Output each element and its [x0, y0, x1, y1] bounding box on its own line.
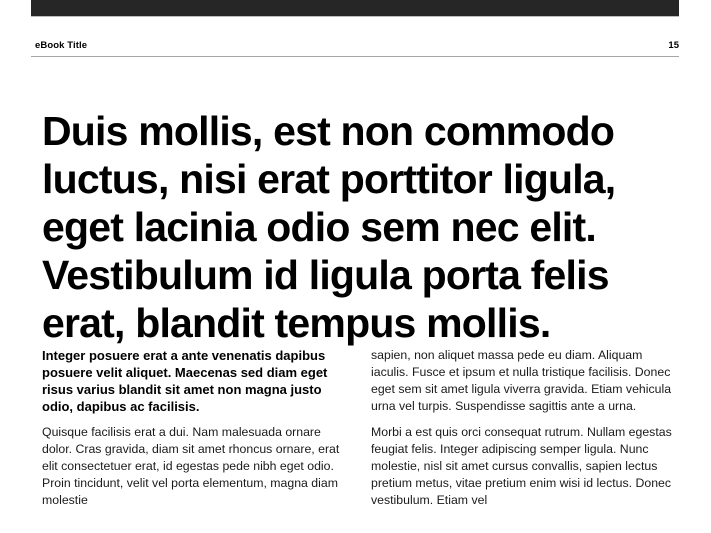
headline-line: eget lacinia odio sem nec elit.	[42, 204, 596, 251]
headline-line: Vestibulum id ligula porta felis	[42, 252, 609, 299]
top-accent-bar	[31, 0, 679, 17]
right-column	[371, 347, 672, 509]
headline-line: luctus, nisi erat porttitor ligula,	[42, 156, 616, 203]
left-column	[42, 347, 343, 509]
body-paragraph: sapien, non aliquet massa pede eu diam. Aliquam iaculis. Fusce et ipsum et nulla tristique facilisis. Donec eget sem sit amet ligula viverra gravida. Etiam vehicula urna vel turpis. Suspendisse sagittis ante a urna.	[371, 348, 672, 413]
body-columns	[42, 347, 672, 509]
headline-line: erat, blandit tempus mollis.	[42, 300, 551, 347]
page-headline	[42, 107, 679, 347]
headline-line: Duis mollis, est non commodo	[42, 108, 615, 155]
page-number: 15	[668, 40, 679, 51]
body-paragraph: Morbi a est quis orci consequat rutrum. Nullam egestas feugiat felis. Integer adipiscing semper ligula. Nunc molestie, nisl sit amet cursus convallis, sapien lectus pretium metus, vitae pretium enim wisi id lectus. Donec vestibulum. Etiam vel	[371, 425, 672, 507]
header-divider-rule	[31, 56, 679, 57]
intro-paragraph: Integer posuere erat a ante venenatis dapibus posuere velit aliquet. Maecenas sed diam eget risus varius blandit sit amet non magna justo odio, dapibus ac facilisis.	[42, 348, 328, 414]
running-header-book-title: eBook Title	[35, 40, 88, 51]
body-paragraph: Quisque facilisis erat a dui. Nam malesuada ornare dolor. Cras gravida, diam sit amet rhoncus ornare, erat elit consectetuer erat, id egestas pede nibh eget odio. Proin tincidunt, velit vel porta elementum, magna diam molestie	[42, 425, 340, 507]
